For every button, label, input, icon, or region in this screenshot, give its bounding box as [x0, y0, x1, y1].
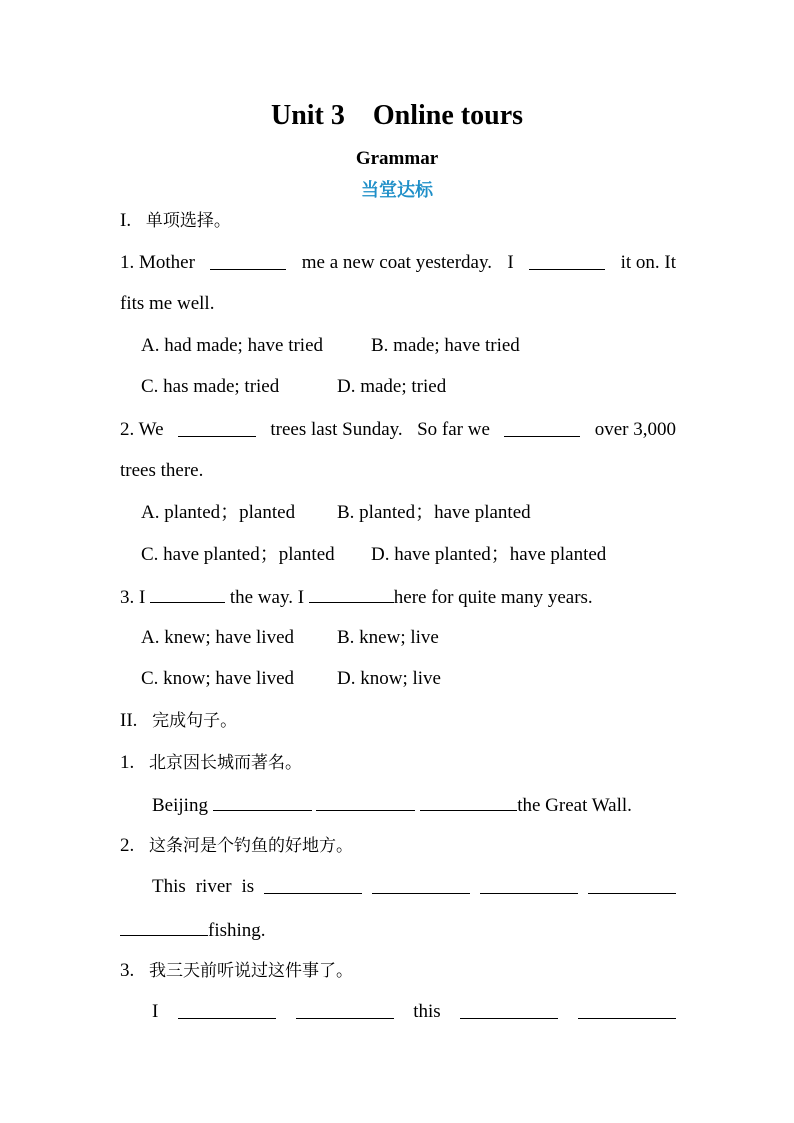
part1-heading: [120, 209, 231, 233]
answer-blank[interactable]: [296, 1000, 394, 1019]
part2-heading: [120, 709, 237, 733]
answer-blank[interactable]: [420, 792, 517, 811]
chinese-prompt: 我三天前听说过这件事了。: [149, 961, 353, 981]
sentence-text: I: [152, 1001, 159, 1022]
question-text: it on. It: [620, 252, 676, 273]
chinese-prompt: 北京因长城而著名。: [149, 753, 302, 773]
page-title: Unit 3 Online tours: [270, 100, 524, 131]
sentence-1-answer-line: [152, 792, 632, 818]
answer-blank[interactable]: [150, 584, 225, 603]
option-d: D. made; tried: [337, 376, 447, 397]
answer-blank[interactable]: [120, 917, 208, 936]
sentence-2-answer-line: [152, 875, 676, 899]
answer-blank[interactable]: [178, 418, 256, 437]
question-text: trees last Sunday.: [270, 419, 403, 440]
sentence-3-prompt: [120, 959, 353, 983]
option-d: D. know; live: [337, 668, 441, 689]
answer-blank[interactable]: [529, 251, 605, 270]
answer-blank[interactable]: [504, 418, 580, 437]
section-tag: 当堂达标: [361, 180, 433, 201]
question-number: 3.: [120, 587, 135, 608]
part1-number: I.: [120, 210, 132, 231]
sentence-1-prompt: [120, 751, 302, 775]
sentence-text: is: [241, 876, 255, 897]
answer-blank[interactable]: [460, 1000, 558, 1019]
question-text: So far we: [417, 419, 490, 440]
question-text: I: [507, 252, 514, 273]
option-b: B. knew; live: [337, 627, 439, 648]
sentence-number: 2.: [120, 835, 135, 856]
question-2-continuation: trees there.: [120, 460, 204, 481]
answer-blank[interactable]: [372, 875, 470, 894]
option-a: A. knew; have lived: [141, 627, 295, 648]
sentence-text: the Great Wall.: [517, 795, 632, 816]
part2-number: II.: [120, 710, 138, 731]
part1-instruction: 单项选择。: [145, 211, 231, 231]
part2-instruction: 完成句子。: [152, 711, 238, 731]
sentence-number: 1.: [120, 752, 135, 773]
question-text: here for quite many years.: [393, 587, 593, 608]
question-text: the way.: [229, 587, 293, 608]
question-text: me a new coat yesterday.: [301, 252, 493, 273]
answer-blank[interactable]: [480, 875, 578, 894]
question-text: over 3,000: [594, 419, 676, 440]
option-d: D. have planted；have planted: [371, 544, 607, 565]
sentence-number: 3.: [120, 960, 135, 981]
answer-blank[interactable]: [316, 792, 415, 811]
answer-blank[interactable]: [588, 875, 676, 894]
option-b: B. made; have tried: [371, 335, 520, 356]
question-number: 1.: [120, 252, 135, 273]
question-number: 2.: [120, 419, 135, 440]
question-text: Mother: [139, 252, 195, 273]
question-3-line: [120, 584, 593, 610]
question-text: I: [139, 587, 146, 608]
sentence-text: fishing.: [208, 920, 266, 941]
question-text: I: [297, 587, 305, 608]
sentence-3-answer-line: [152, 1000, 676, 1024]
option-c: C. has made; tried: [141, 376, 280, 397]
option-a: A. planted；planted: [141, 502, 296, 523]
answer-blank[interactable]: [178, 1000, 276, 1019]
option-c: C. have planted；planted: [141, 544, 335, 565]
answer-blank[interactable]: [309, 584, 394, 603]
option-b: B. planted；have planted: [337, 502, 531, 523]
question-text: We: [138, 419, 164, 440]
page-subtitle: Grammar: [355, 148, 439, 169]
answer-blank[interactable]: [210, 251, 286, 270]
chinese-prompt: 这条河是个钓鱼的好地方。: [149, 836, 353, 856]
sentence-text: river: [195, 876, 232, 897]
sentence-2-continuation: [120, 917, 266, 943]
sentence-2-prompt: [120, 834, 353, 858]
question-1-line: [120, 251, 676, 275]
sentence-text: This: [152, 876, 186, 897]
answer-blank[interactable]: [264, 875, 362, 894]
option-a: A. had made; have tried: [141, 335, 324, 356]
question-1-continuation: fits me well.: [120, 293, 215, 314]
sentence-text: this: [413, 1001, 441, 1022]
option-c: C. know; have lived: [141, 668, 295, 689]
question-2-line: [120, 418, 676, 442]
sentence-text: Beijing: [152, 795, 208, 816]
answer-blank[interactable]: [213, 792, 312, 811]
answer-blank[interactable]: [578, 1000, 676, 1019]
